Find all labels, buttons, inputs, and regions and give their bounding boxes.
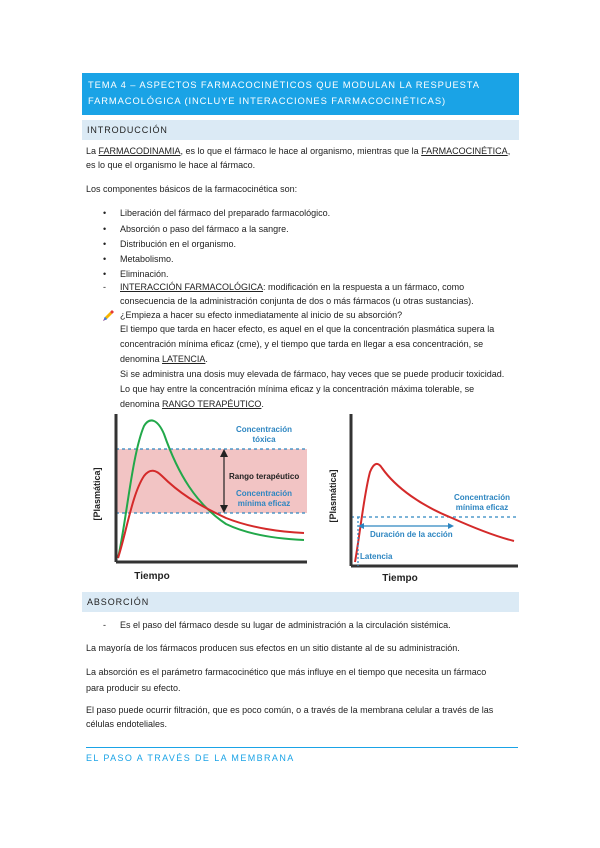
interaction-line2: consecuencia de la administración conjunta de dos o más fármacos (u otras sustancias). xyxy=(120,296,474,306)
term-rango-terapeutico: RANGO TERAPÉUTICO xyxy=(162,399,262,409)
toxic-label-line2: tóxica xyxy=(252,435,276,444)
term-interaccion-farmacologica: INTERACCIÓN FARMACOLÓGICA xyxy=(120,282,264,292)
min-label-line1: Concentración xyxy=(235,489,293,498)
absorption-paragraph-3 xyxy=(86,703,516,731)
answer-line3 xyxy=(120,352,520,366)
bullet-icon: • xyxy=(103,224,107,234)
section-heading-introduccion: INTRODUCCIÓN xyxy=(82,120,519,140)
intro-paragraph-1 xyxy=(86,144,516,172)
answer-block xyxy=(120,322,520,411)
term-farmacodinamia: FARMACODINAMIA xyxy=(98,146,181,156)
therapeutic-range-diagram xyxy=(86,414,311,586)
min-label-line2: mínima eficaz xyxy=(237,499,291,508)
text: . xyxy=(261,399,264,409)
min-label-line2: mínima eficaz xyxy=(455,503,509,512)
intro-paragraph-1-line2: es lo que el organismo le hace al fármaco. xyxy=(86,160,256,170)
answer-line5: Lo que hay entre la concentración mínima eficaz y la concentración máxima tolerable, se xyxy=(120,384,475,394)
y-axis-label: [Plasmática] xyxy=(328,469,338,523)
duration-arrow-right-icon xyxy=(448,523,454,529)
text: : modificación en la respuesta a un fármaco, como xyxy=(263,282,465,292)
absorption-paragraph-2-line1: La absorción es el parámetro farmacocinético que más influye en el tiempo que necesita un fármaco xyxy=(86,667,487,677)
section-heading-absorcion: ABSORCIÓN xyxy=(82,592,519,612)
chapter-title-line1: TEMA 4 – ASPECTOS FARMACOCINÉTICOS QUE MODULAN LA RESPUESTA xyxy=(88,79,480,90)
x-axis-label: Tiempo xyxy=(134,571,170,582)
bullet-icon: • xyxy=(103,254,107,264)
question-line: ¿Empieza a hacer su efecto inmediatamente al inicio de su absorción? xyxy=(120,310,403,320)
list-item: Distribución en el organismo. xyxy=(120,239,237,249)
text: denomina xyxy=(120,354,163,364)
subheading-paso-membrana: EL PASO A TRAVÉS DE LA MEMBRANA xyxy=(86,747,518,763)
duration-label: Duración de la acción xyxy=(370,530,453,539)
absorption-definition: Es el paso del fármaco desde su lugar de administración a la circulación sistémica. xyxy=(120,620,451,630)
term-latencia: LATENCIA xyxy=(162,354,206,364)
latency-duration-diagram xyxy=(322,414,522,586)
list-item: Metabolismo. xyxy=(120,254,174,264)
concentration-curve xyxy=(355,464,514,562)
absorption-paragraph-1: La mayoría de los fármacos producen sus efectos en un sitio distante al de su administración. xyxy=(86,643,460,653)
color-pencil-icon xyxy=(102,310,114,322)
interaction-definition xyxy=(120,280,520,308)
chapter-title-line2: FARMACOLÓGICA (INCLUYE INTERACCIONES FARMACOCINÉTICAS) xyxy=(88,95,447,106)
absorption-paragraph-3-line2: células endoteliales. xyxy=(86,719,168,729)
range-label: Rango terapéutico xyxy=(229,472,300,481)
text: , xyxy=(507,146,511,156)
latency-label: Latencia xyxy=(360,552,393,561)
text: denomina xyxy=(120,399,163,409)
intro-paragraph-2: Los componentes básicos de la farmacocinética son: xyxy=(86,184,298,194)
text: La xyxy=(86,146,99,156)
list-item: Eliminación. xyxy=(120,269,169,279)
text: . xyxy=(205,354,208,364)
x-axis-label: Tiempo xyxy=(382,573,418,584)
bullet-icon: • xyxy=(103,208,107,218)
toxic-label-line1: Concentración xyxy=(235,425,293,434)
dash-marker: - xyxy=(103,282,106,292)
dash-marker: - xyxy=(103,620,106,630)
absorption-paragraph-3-line1: El paso puede ocurrir filtración, que es poco común, o a través de la membrana celular a través de las xyxy=(86,705,494,715)
y-axis-label: [Plasmática] xyxy=(92,467,102,521)
answer-line2: concentración mínima eficaz (cme), y el tiempo que tarda en llegar a esa concentración, se xyxy=(120,339,484,349)
interaction-line1 xyxy=(120,280,520,294)
list-item: Absorción o paso del fármaco a la sangre. xyxy=(120,224,289,234)
intro-paragraph-1-line1 xyxy=(86,144,516,158)
answer-line1: El tiempo que tarda en hacer efecto, es aquel en el que la concentración plasmática supera la xyxy=(120,324,495,334)
term-farmacocinetica: FARMACOCINÉTICA xyxy=(421,146,508,156)
absorption-paragraph-2 xyxy=(86,665,516,695)
min-label-line1: Concentración xyxy=(453,493,511,502)
bullet-icon: • xyxy=(103,269,107,279)
absorption-paragraph-2-line2: para producir su efecto. xyxy=(86,683,181,693)
answer-line6 xyxy=(120,397,520,411)
list-item: Liberación del fármaco del preparado farmacológico. xyxy=(120,208,331,218)
chapter-title-banner xyxy=(82,73,519,115)
answer-line4: Si se administra una dosis muy elevada de fármaco, hay veces que se puede producir toxicidad. xyxy=(120,369,505,379)
text: , es lo que el fármaco le hace al organismo, mientras que la xyxy=(180,146,422,156)
bullet-icon: • xyxy=(103,239,107,249)
